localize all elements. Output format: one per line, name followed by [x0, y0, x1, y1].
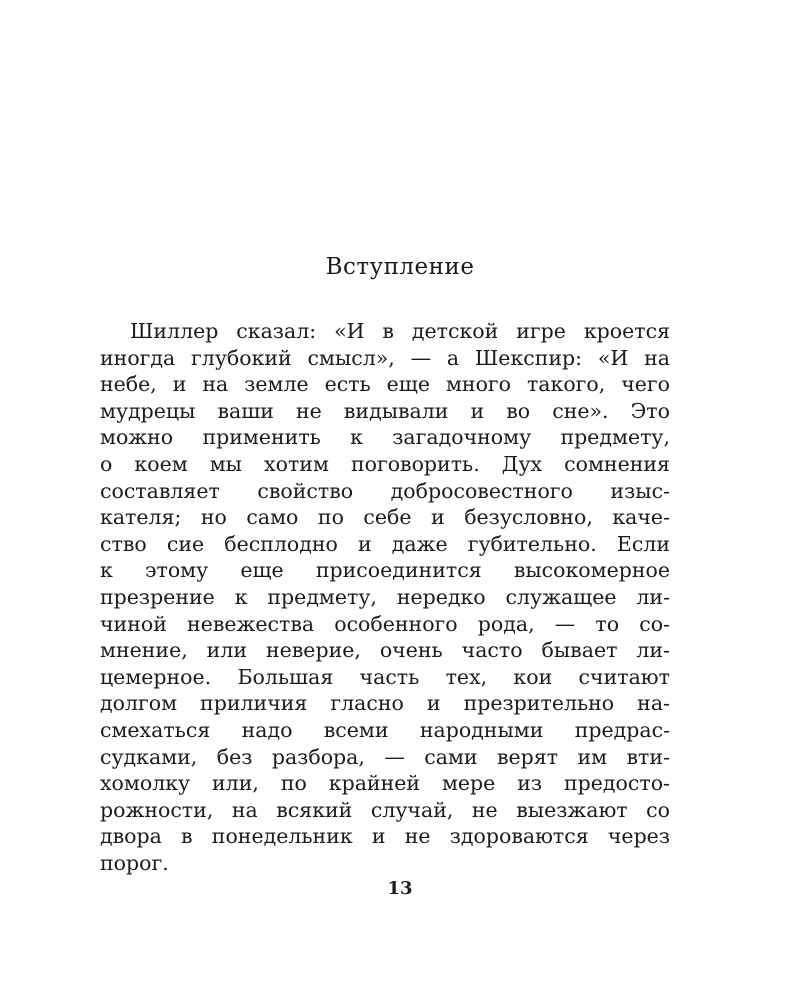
- text-line: презрение к предмету, нередко служащее ли-: [100, 584, 670, 609]
- text-line: долгом приличия гласно и презрительно на-: [100, 691, 670, 716]
- body-text: [100, 318, 670, 876]
- chapter-title: Вступление: [325, 254, 475, 280]
- text-line: мудрецы ваши не видывали и во сне». Это: [100, 398, 670, 423]
- text-line: можно применить к загадочному предмету,: [100, 425, 670, 450]
- text-line: чиной невежества особенного рода, — то со-: [100, 611, 670, 636]
- text-line: ство сие бесплодно и даже губительно. Если: [100, 531, 670, 556]
- text-line: цемерное. Большая часть тех, кои считают: [100, 664, 670, 689]
- text-line: кателя; но само по себе и безусловно, каче-: [100, 505, 670, 530]
- text-line: о коем мы хотим поговорить. Дух сомнения: [100, 451, 670, 476]
- page-number: 13: [387, 878, 413, 899]
- text-line: двора в понедельник и не здороваются через: [100, 824, 670, 849]
- text-line: судками, без разбора, — сами верят им вти-: [100, 744, 670, 769]
- text-line: Шиллер сказал: «И в детской игре кроется: [130, 319, 670, 343]
- text-line: мнение, или неверие, очень часто бывает ли-: [100, 638, 670, 663]
- text-line: рожности, на всякий случай, не выезжают со: [100, 797, 670, 822]
- text-line: к этому еще присоединится высокомерное: [100, 558, 670, 583]
- text-line: иногда глубокий смысл», — а Шекспир: «И на: [100, 345, 670, 370]
- text-line: небе, и на земле есть еще много такого, чего: [100, 372, 670, 397]
- text-line: хомолку или, по крайней мере из предосто-: [100, 771, 670, 796]
- text-line: порог.: [100, 850, 169, 875]
- text-line: составляет свойство добросовестного изыс-: [100, 478, 670, 503]
- text-line: смехаться надо всеми народными предрас-: [100, 717, 670, 742]
